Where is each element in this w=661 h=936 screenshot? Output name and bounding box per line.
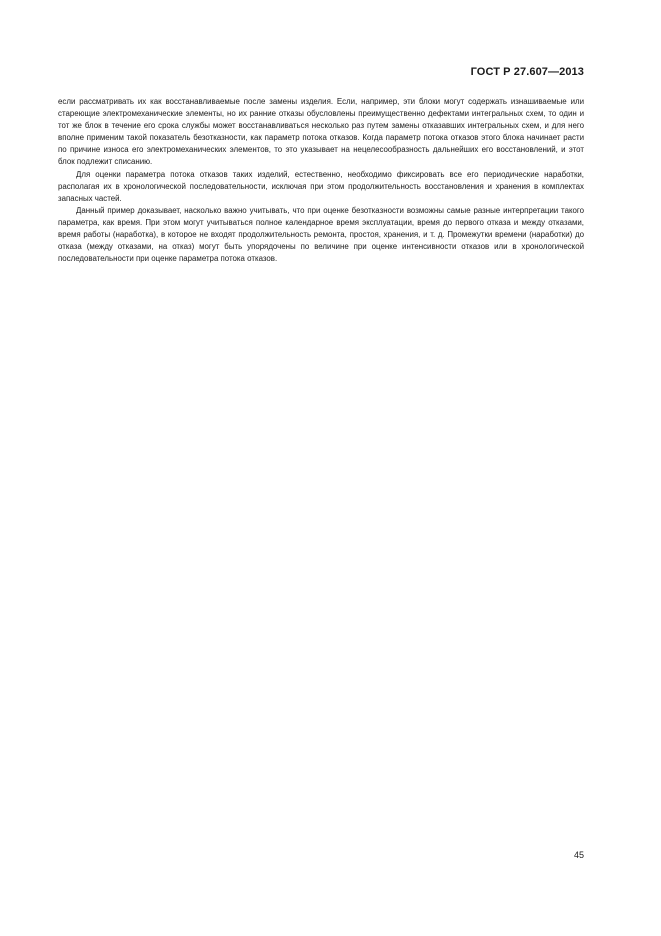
paragraph-failure-flow: Для оценки параметра потока отказов таких изделий, естественно, необходимо фиксировать все его периодические наработки, располагая их в хронологической последовательности, исключая при этом продолжительность восстановления и хранения в комплектах запасных частей.	[58, 169, 584, 203]
document-body	[58, 96, 584, 265]
paragraph-continuation: если рассматривать их как восстанавливаемые после замены изделия. Если, например, эти блоки могут содержать изнашиваемые или стареющие электромеханические элементы, но их ранние отказы обусловлены преимущественно дефектами интегральных схем, то один и тот же блок в течение его срока службы может восстанавливаться несколько раз путем замены отказавших интегральных схем, и для него вполне применим такой показатель безотказности, как параметр потока отказов. Когда параметр потока отказов этого блока начинает расти по причине износа его электромеханических элементов, то это указывает на нецелесообразность дальнейших его восстановлений, и этот блок подлежит списанию.	[58, 97, 584, 167]
document-header: ГОСТ Р 27.607—2013	[470, 66, 584, 78]
paragraph-time-interpretation: Данный пример доказывает, насколько важно учитывать, что при оценке безотказности возможны самые разные интерпретации такого параметра, как время. При этом могут учитываться полное календарное время эксплуатации, время до первого отказа и между отказами, время работы (наработка), в которое не входят продолжительность ремонта, простоя, хранения, и т. д. Промежутки времени (наработки) до отказа (между отказами, на отказ) могут быть упорядочены по величине при оценке интенсивности отказов или в хронологической последовательности при оценке параметра потока отказов.	[58, 205, 584, 264]
page-number: 45	[573, 850, 584, 860]
